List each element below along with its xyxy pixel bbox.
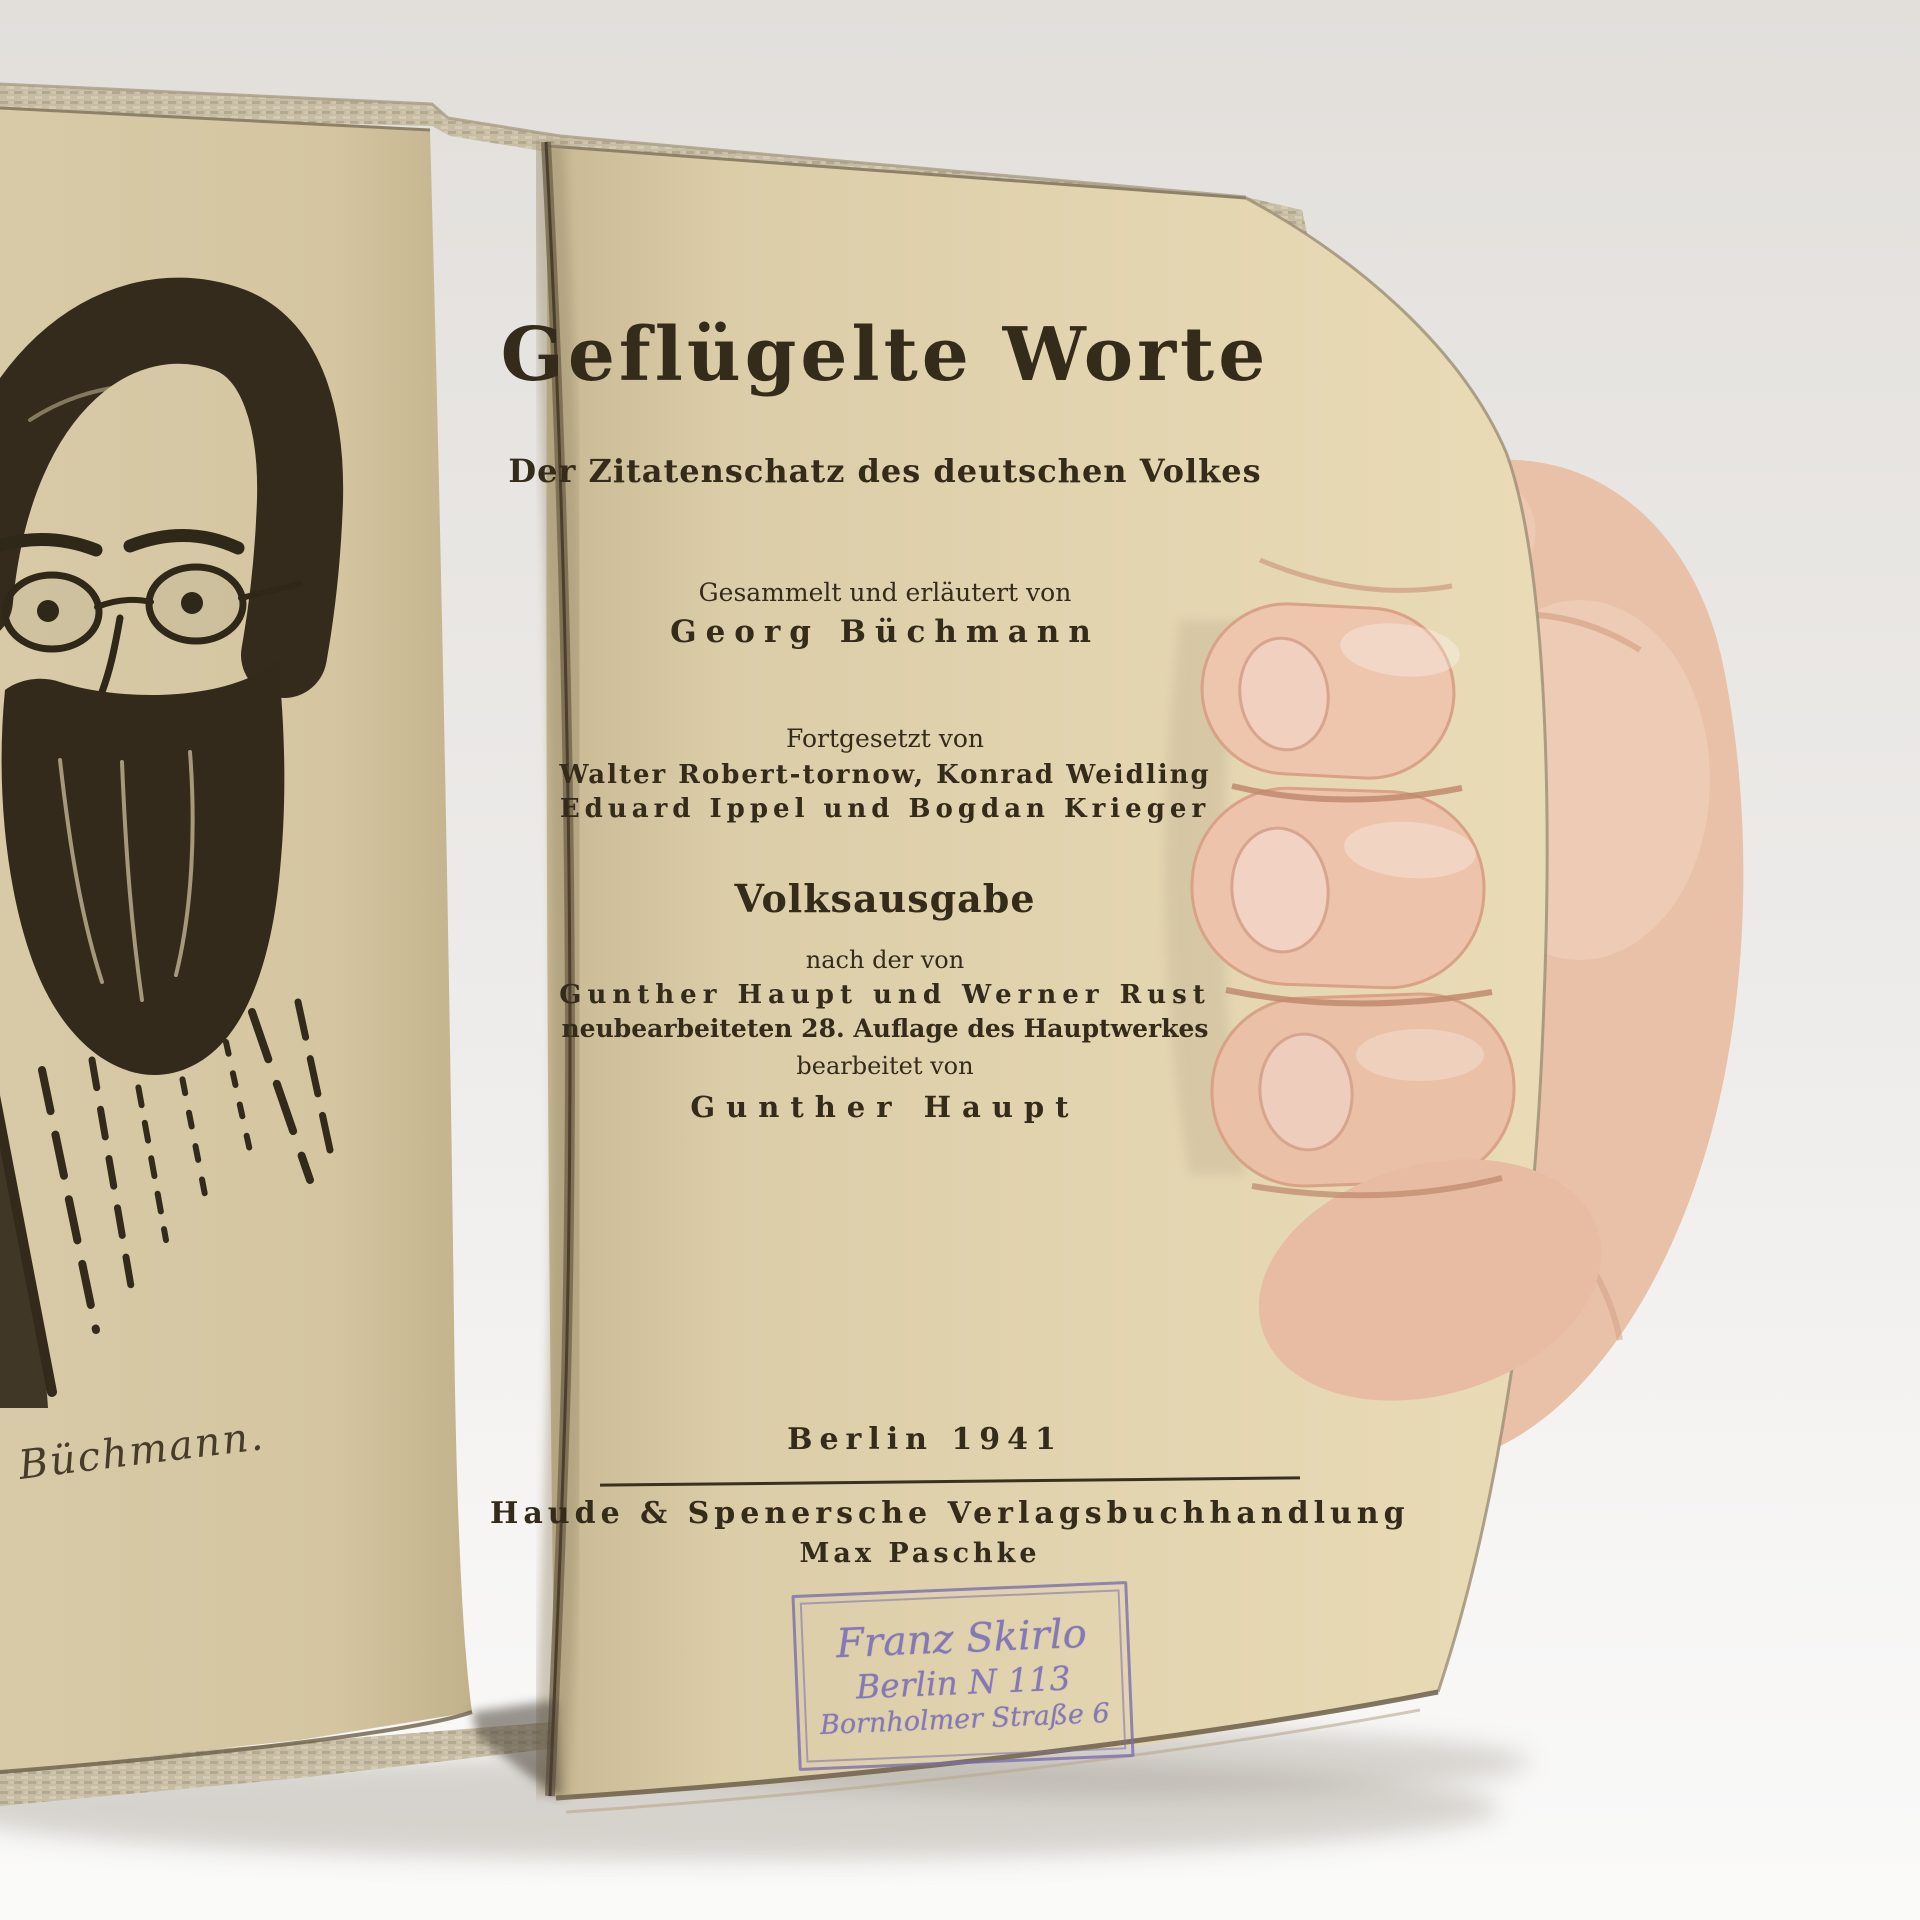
author-name: Georg Büchmann <box>670 614 1100 650</box>
continuators-line-1: Walter Robert-tornow, Konrad Weidling <box>559 760 1211 790</box>
stamp-owner-name: Franz Skirlo <box>835 1610 1088 1668</box>
edited-by-label: bearbeitet von <box>796 1052 974 1080</box>
publisher-line-2: Max Paschke <box>799 1538 1041 1569</box>
continued-by-label: Fortgesetzt von <box>786 724 984 753</box>
editor-name: Gunther Haupt <box>690 1090 1080 1124</box>
book-title: Geflügelte Worte <box>500 312 1270 398</box>
ownership-stamp-border <box>800 1589 1126 1762</box>
continuators-line-2: Eduard Ippel und Bogdan Krieger <box>559 794 1211 824</box>
edition-note-2: Gunther Haupt und Werner Rust <box>559 980 1211 1010</box>
edition-note-1: nach der von <box>805 946 965 974</box>
edition-name: Volksausgabe <box>734 876 1036 921</box>
imprint-rule <box>600 1476 1300 1486</box>
publisher-line-1: Haude & Spenersche Verlagsbuchhandlung <box>490 1496 1410 1531</box>
imprint-place-year: Berlin 1941 <box>787 1422 1063 1457</box>
edition-note-3: neubearbeiteten 28. Auflage des Hauptwerkes <box>561 1014 1209 1043</box>
stamp-city-line: Berlin N 113 <box>855 1658 1072 1707</box>
stamp-street-line: Bornholmer Straße 6 <box>819 1697 1111 1742</box>
book-subtitle: Der Zitatenschatz des deutschen Volkes <box>508 452 1262 490</box>
ownership-stamp <box>791 1581 1134 1771</box>
portrait-signature: Büchmann. <box>16 1413 268 1489</box>
collected-by-label: Gesammelt und erläutert von <box>698 578 1072 607</box>
